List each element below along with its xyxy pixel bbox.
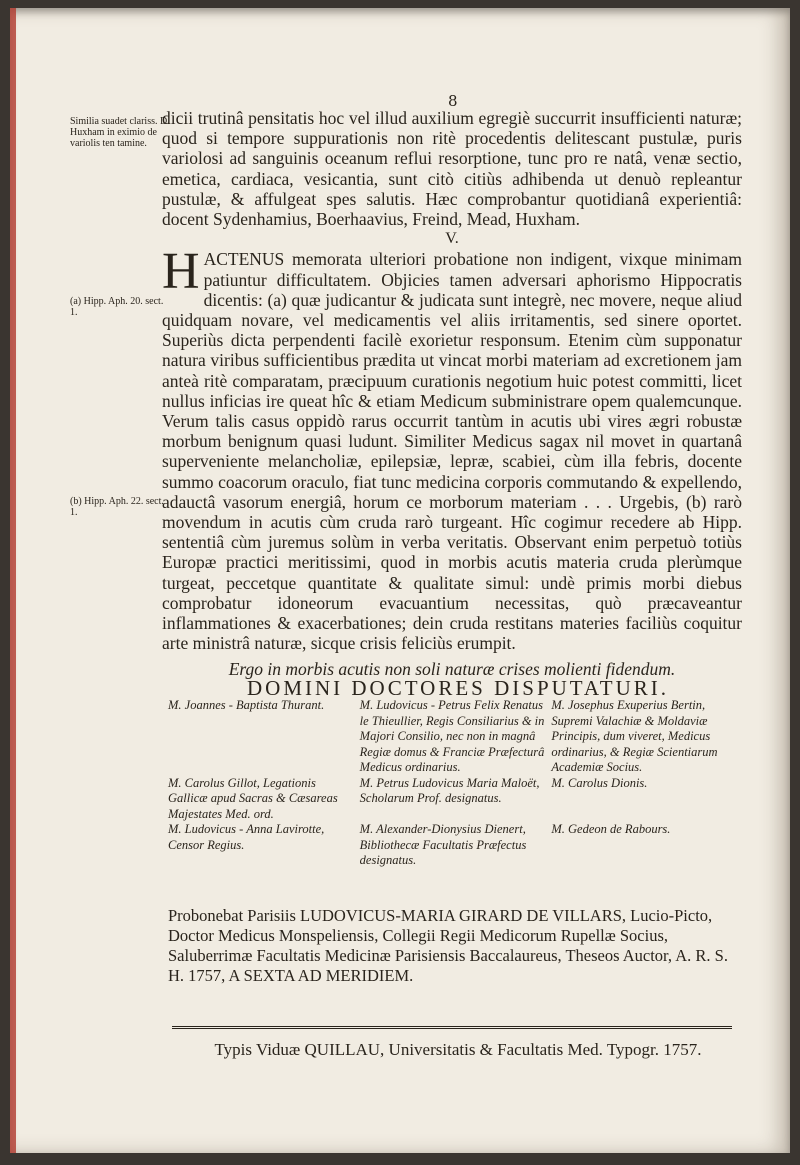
doctors-row <box>168 822 743 869</box>
main-text <box>162 108 742 697</box>
page-number: 8 <box>448 92 458 110</box>
document-page <box>10 8 790 1153</box>
doctor-entry: M. Petrus Ludovicus Maria Maloët, Scholarum Prof. designatus. <box>359 775 540 805</box>
divider-rule <box>172 1026 732 1029</box>
paragraph-intro: dicii trutinâ pensitatis hoc vel illud auxilium egregiè succurrit insufficienti naturæ; quod si tempore suppurationis non ritè procedentis delitescant pustulæ, puris variolosi ad sanguinis oceanum reflui resorptione, tunc pro re natâ, venæ sectio, emetica, cardiaca, vesicantia, sunt citò citiùs adhibenda ut denuò repleantur pustulæ, & affulgeat spes salutis. Hæc comprobantur quotidianâ experientiâ: docent Sydenhamius, Boerhaavius, Freind, Mead, Huxham. <box>162 108 742 230</box>
sidenote-a: (a) Hipp. Aph. 20. sect. 1. <box>70 296 164 318</box>
page-edge <box>10 8 16 1153</box>
doctor-entry: M. Josephus Exuperius Bertin, Supremi Valachiæ & Moldaviæ Principis, dum viveret, Medicus ordinarius, & Regiæ Scientiarum Academiæ Socius. <box>551 698 718 774</box>
dropcap: H <box>162 243 200 301</box>
doctors-list <box>168 698 743 869</box>
doctor-entry: M. Ludovicus - Petrus Felix Renatus le Thieullier, Regis Consiliarius & in Majori Consilio, nec non in magnâ Regiæ domus & Franciæ Præfecturâ Medicus ordinarius. <box>359 698 545 774</box>
doctor-entry: M. Carolus Gillot, Legationis Gallicæ apud Sacras & Cæsareas Majestates Med. ord. <box>168 775 338 821</box>
section-number: V. <box>445 230 459 248</box>
doctors-row <box>168 698 743 776</box>
doctors-heading: DOMINI DOCTORES DISPUTATURI. <box>246 676 670 700</box>
doctors-row <box>168 776 743 823</box>
paragraph-main-text: ACTENUS memorata ulteriori probatione non indigent, vixque minimam patiuntur difficultatem. Objicies tamen adversari aphorismo Hippocratis dicentis: (a) quæ judicantur & judicata sunt integrè, nec movere, neque aliud quidquam novare, vel medicamentis vel aliis irritamentis, sed sinere oportet. Superiùs dicta perpendenti facilè exorietur responsum. Etenim cùm supponatur natura viribus sufficientibus prædita ut vincat morbi materiam ad excretionem jam anteà ritè comparatam, præcipuum curationis negotium huic potest committi, licet nullus inficias ire queat hîc & etiam Medicum subministrare opem qualemcunque. Verum talis casus oppidò rarus occurrit tantùm in acutis ubi vires ægri robustæ morbum benignum quasi ludunt. Similiter Medicus sagax nil movet in quartanâ superveniente melancholiæ, epilepsiæ, lepræ, scabiei, cùm illa febris, docente summo coacorum oraculo, fiat tunc medicina corporis commutando & expellendo, adauctâ vasorum energiâ, horum ce morborum materiam . . . Urgebis, (b) rarò movendum in acutis cùm cruda rarò turgeant. Hîc cogimur recedere ab Hipp. sententiâ cùm juremus solùm in verba veritatis. Observant enim perpetuò totiùs Europæ practici meritissimi, quod in morbis acutis materia cruda plerùmque turgeat, peccetque quantitate & qualitate simul: undè primis morbi diebus comprobatur idoneorum evacuantium necessitas, quò præcaveantur inflammationes & exacerbationes; dein cruda restitans materies faciliùs coquitur arte ministrâ naturæ, sicque crisis feliciùs erumpit. <box>162 249 742 654</box>
doctor-entry: M. Ludovicus - Anna Lavirotte, Censor Regius. <box>168 822 325 852</box>
probonebat-paragraph: Probonebat Parisiis LUDOVICUS-MARIA GIRARD DE VILLARS, Lucio-Picto, Doctor Medicus Monspeliensis, Collegii Regii Medicorum Rupellæ Socius, Saluberrimæ Facultatis Medicinæ Parisiensis Baccalaureus, Theseos Auctor, A. R. S. H. 1757, A SEXTA AD MERIDIEM. <box>168 906 728 985</box>
paragraph-main <box>162 243 742 654</box>
doctor-entry: M. Joannes - Baptista Thurant. <box>168 698 325 712</box>
sidenote-b: (b) Hipp. Aph. 22. sect. 1. <box>70 496 164 518</box>
doctor-entry: M. Gedeon de Rabours. <box>551 822 671 836</box>
doctor-entry: M. Carolus Dionis. <box>551 775 648 790</box>
conclusion: Ergo in morbis acutis non soli naturæ crises molienti fidendum. <box>228 659 676 680</box>
sidenote-huxham: Similia suadet clariss. D. Huxham in eximio de variolis ten tamine. <box>70 116 170 149</box>
doctor-entry: M. Alexander-Dionysius Dienert, Bibliothecæ Facultatis Præfectus designatus. <box>359 822 527 867</box>
printer-imprint: Typis Viduæ QUILLAU, Universitatis & Facultatis Med. Typogr. 1757. <box>214 1040 702 1059</box>
